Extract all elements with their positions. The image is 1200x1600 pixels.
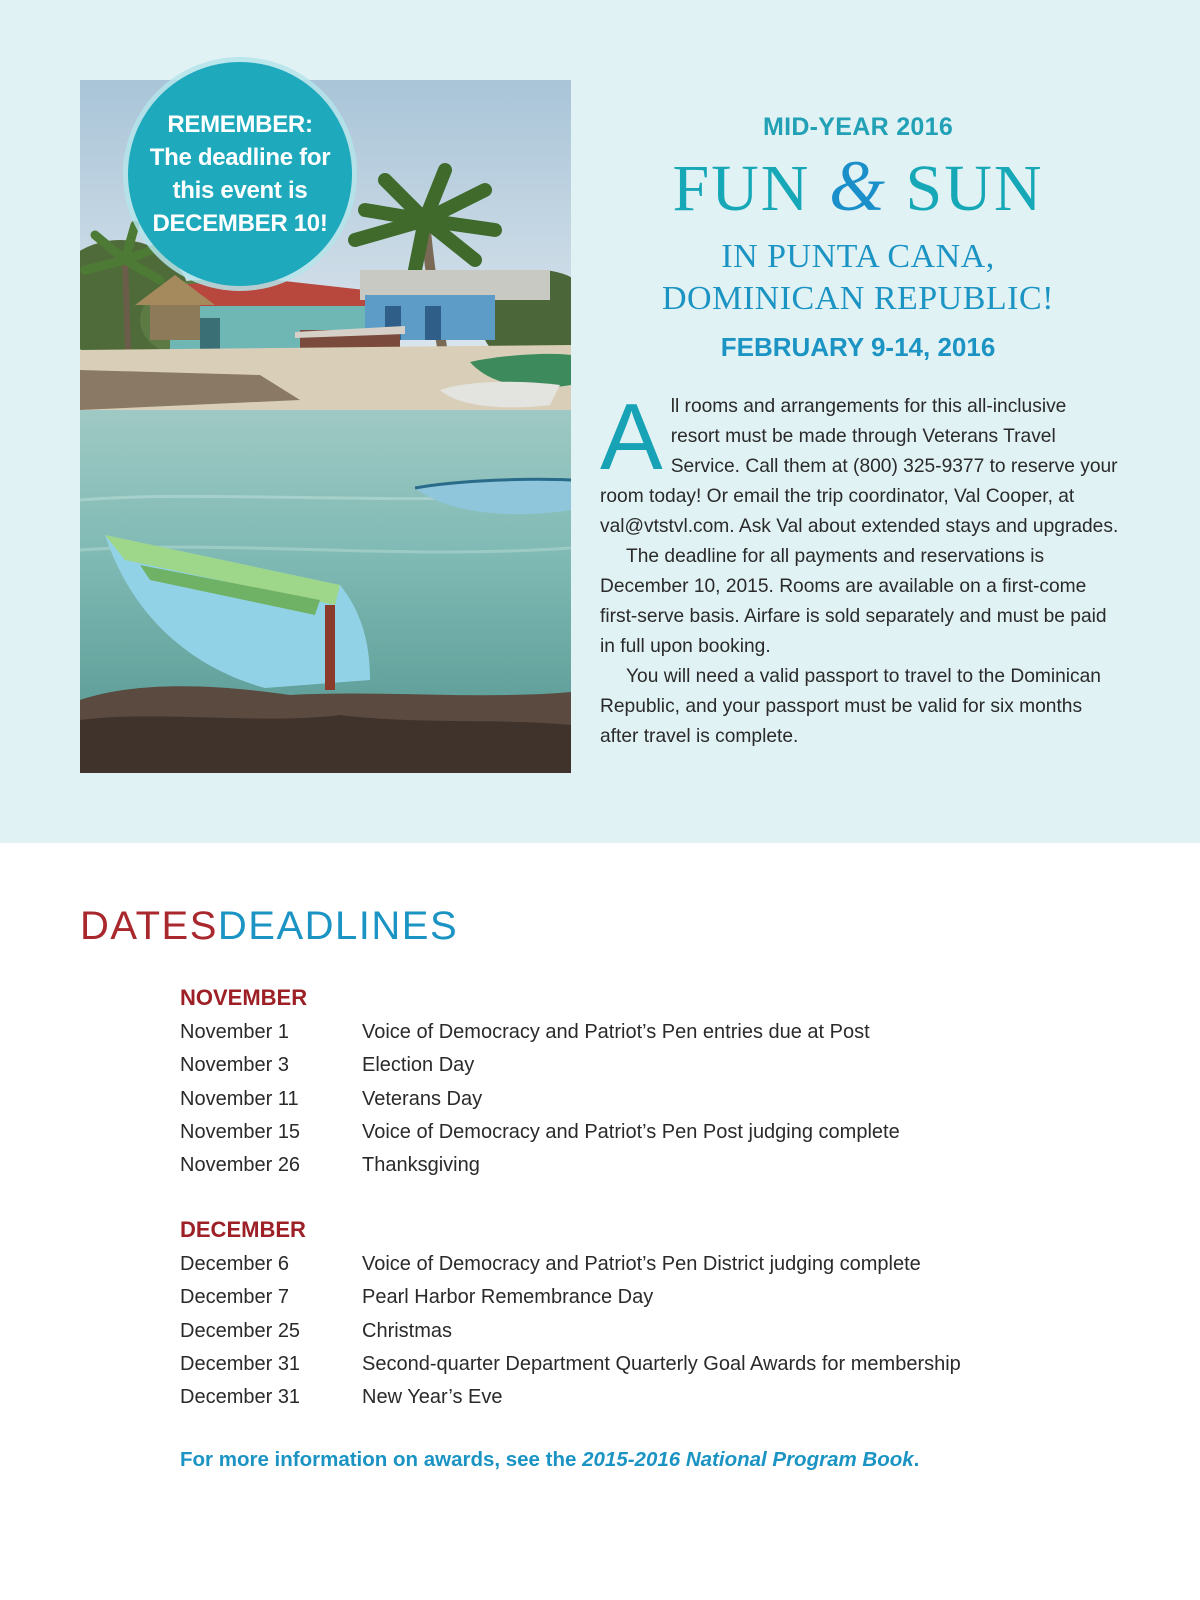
month-heading: NOVEMBER: [180, 985, 308, 1010]
deadline-reminder-badge: [128, 62, 352, 286]
schedule-date: December 31: [180, 1352, 301, 1375]
schedule-row: [180, 1016, 1060, 1049]
schedule-event: Voice of Democracy and Patriot’s Pen District judging complete: [362, 1253, 921, 1275]
schedule-event: Election Day: [362, 1054, 475, 1077]
article-paragraph: [600, 384, 1120, 542]
schedule-date: December 6: [180, 1253, 289, 1275]
badge-line: REMEMBER:: [167, 111, 313, 138]
dates-deadlines-heading: [80, 898, 458, 954]
schedule-row: [180, 1049, 1060, 1082]
november-schedule: [180, 980, 1060, 1182]
schedule-date: December 25: [180, 1319, 301, 1342]
paragraph-text: ll rooms and arrangements for this all-inclusive resort must be made through Veterans Travel Service. Call them at (800) 325-9377 to reserve your room today! Or email the trip coordinator, Val Cooper, at val@vtstvl.com. Ask Val about extended stays and upgrades.: [600, 396, 1119, 537]
schedule-event: New Year’s Eve: [362, 1386, 503, 1409]
schedule-date: November 1: [180, 1021, 289, 1043]
title-fun: FUN: [672, 152, 811, 225]
title-sun: SUN: [905, 152, 1044, 225]
schedule-date: November 3: [180, 1054, 289, 1077]
article-paragraph: You will need a valid passport to travel to the Dominican Republic, and your passport must be valid for six months after travel is complete.: [600, 666, 1101, 747]
schedule-row: [180, 1248, 1060, 1281]
article-paragraph: The deadline for all payments and reservations is December 10, 2015. Rooms are available on a first-come first-serve basis. Airfare is sold separately and must be paid in full upon booking.: [600, 546, 1107, 657]
schedule-row: [180, 1315, 1060, 1348]
schedule-row: [180, 1348, 1060, 1381]
event-headline: [600, 105, 1116, 370]
schedule-date: November 15: [180, 1120, 301, 1143]
event-location: [600, 236, 1116, 320]
location-line: DOMINICAN REPUBLIC!: [662, 280, 1054, 317]
heading-deadlines: DEADLINES: [217, 904, 459, 948]
badge-line: The deadline for: [149, 144, 331, 171]
schedule-date: December 7: [180, 1286, 289, 1309]
note-lead: For more information on awards, see the: [180, 1448, 583, 1471]
heading-dates: DATES: [80, 904, 218, 948]
event-title: [600, 147, 1116, 228]
schedule-date: November 11: [180, 1087, 299, 1110]
schedule-row: [180, 1116, 1060, 1149]
schedule-row: [180, 1083, 1060, 1116]
december-schedule: [180, 1212, 1060, 1414]
schedule-row: [180, 1281, 1060, 1314]
schedule-event: Second-quarter Department Quarterly Goal Awards for membership: [362, 1352, 961, 1375]
badge-line: this event is: [172, 177, 308, 204]
awards-info-note: [180, 1444, 919, 1476]
program-book-title: 2015-2016 National Program Book: [582, 1448, 914, 1471]
schedule-event: Christmas: [362, 1319, 453, 1342]
month-heading: DECEMBER: [180, 1217, 306, 1242]
event-article: [600, 384, 1120, 752]
badge-line: DECEMBER 10!: [152, 210, 328, 237]
schedule-event: Voice of Democracy and Patriot’s Pen entries due at Post: [362, 1021, 870, 1043]
title-ampersand: &: [828, 146, 887, 226]
drop-cap: A: [600, 384, 663, 489]
schedule-event: Veterans Day: [362, 1087, 483, 1110]
schedule-event: Voice of Democracy and Patriot’s Pen Post judging complete: [362, 1120, 900, 1143]
schedule-event: Thanksgiving: [362, 1154, 480, 1177]
schedule-date: November 26: [180, 1154, 301, 1177]
schedule-row: [180, 1149, 1060, 1182]
schedule-event: Pearl Harbor Remembrance Day: [362, 1286, 654, 1309]
event-kicker: MID-YEAR 2016: [762, 113, 954, 141]
schedule-row: [180, 1381, 1060, 1414]
note-tail: .: [913, 1448, 920, 1471]
location-line: IN PUNTA CANA,: [721, 238, 995, 275]
event-dates: FEBRUARY 9-14, 2016: [720, 332, 996, 362]
schedule-date: December 31: [180, 1386, 301, 1409]
